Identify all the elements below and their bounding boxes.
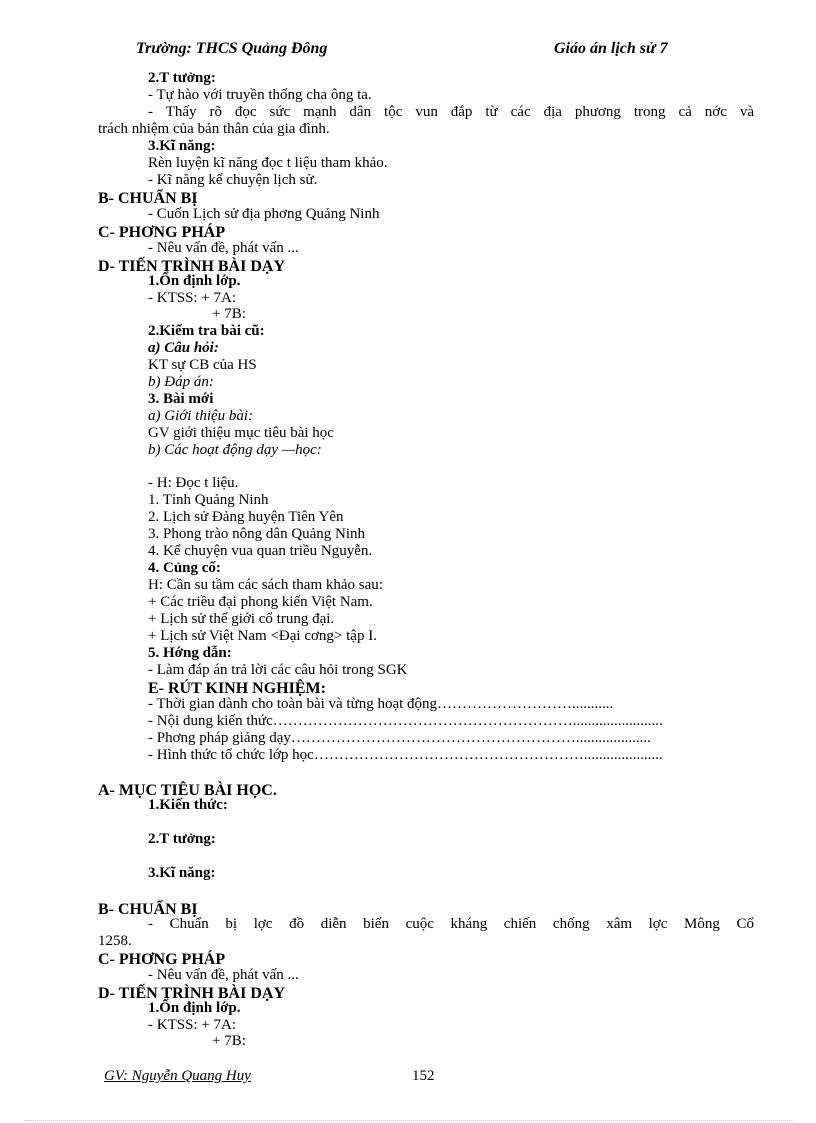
- page-number: 152: [412, 1068, 435, 1084]
- heading-rut-kinh-nghiem: E- RÚT KINH NGHIỆM:: [148, 680, 326, 697]
- cung-co-line-1: H: Cần su tầm các sách tham khảo sau:: [148, 577, 383, 593]
- cung-co: 4. Củng cố:: [148, 560, 221, 576]
- ktss-7b-2: + 7B:: [212, 1033, 246, 1049]
- cau-hoi: a) Câu hỏi:: [148, 340, 219, 356]
- heading-phuong-phap-2: C- PHƠNG PHÁP: [98, 951, 226, 968]
- list-item: 2. Lịch sử Đảng huyện Tiên Yên: [148, 509, 344, 525]
- list-item: 4. Kể chuyện vua quan triều Nguyễn.: [148, 543, 373, 559]
- doc-tai-lieu: - H: Đọc t liệu.: [148, 475, 239, 491]
- rkn-line-2: - Nội dung kiến thức……………………………………………………........................: [148, 713, 663, 729]
- list-item: 1. Tỉnh Quảng Ninh: [148, 492, 269, 508]
- cung-co-line-3: + Lịch sử thế giới cổ trung đại.: [148, 611, 335, 627]
- header-school: Trường: THCS Quảng Đông: [136, 40, 328, 57]
- rkn-line-1: - Thời gian dành cho toàn bài và từng hoạt động………………………...........: [148, 696, 614, 712]
- huong-dan-line-1: - Làm đáp án trả lời các câu hỏi trong SGK: [148, 662, 408, 678]
- heading-phuong-phap: C- PHƠNG PHÁP: [98, 224, 226, 241]
- footer-teacher: GV: Nguyễn Quang Huy: [104, 1068, 251, 1084]
- on-dinh-lop-2: 1.Ổn định lớp.: [148, 1000, 241, 1016]
- heading-chuan-bi-2: B- CHUẨN BỊ: [98, 901, 198, 918]
- gioi-thieu-bai: a) Giới thiệu bài:: [148, 408, 254, 424]
- cau-hoi-line-1: KT sự CB của HS: [148, 357, 257, 373]
- ki-nang-line-2: - Kĩ năng kể chuyện lịch sử.: [148, 172, 318, 188]
- list-item: 3. Phong trào nông dân Quảng Ninh: [148, 526, 366, 542]
- ktss-7b: + 7B:: [212, 306, 246, 322]
- phuong-phap-line-1: - Nêu vấn đề, phát vấn ...: [148, 240, 299, 256]
- tu-tuong-line-1: - Tự hào với truyền thống cha ông ta.: [148, 87, 372, 103]
- cung-co-line-2: + Các triều đại phong kiến Việt Nam.: [148, 594, 373, 610]
- ki-nang-2: 3.Kĩ năng:: [148, 865, 216, 881]
- bai-moi: 3. Bài mới: [148, 391, 214, 407]
- heading-tien-trinh-2: D- TIẾN TRÌNH BÀI DẠY: [98, 985, 285, 1002]
- on-dinh-lop: 1.Ổn định lớp.: [148, 273, 241, 289]
- heading-muc-tieu: A- MỤC TIÊU BÀI HỌC.: [98, 782, 277, 799]
- header-subject: Giáo án lịch sử 7: [554, 40, 668, 57]
- rkn-line-4: - Hình thức tổ chức lớp học……………………………………………….....................: [148, 747, 663, 763]
- cung-co-line-4: + Lịch sử Việt Nam <Đại cơng> tập I.: [148, 628, 377, 644]
- heading-chuan-bi: B- CHUẨN BỊ: [98, 190, 198, 207]
- ktss-7a-2: - KTSS: + 7A:: [148, 1017, 237, 1033]
- heading-tu-tuong: 2.T tưởng:: [148, 70, 216, 86]
- heading-ki-nang: 3.Kĩ năng:: [148, 138, 216, 154]
- chuan-bi-2-line-1: - Chuẩn bị lợc đồ diễn biến cuộc kháng chiến chống xâm lợc Mông Cổ: [148, 916, 754, 932]
- heading-tien-trinh: D- TIẾN TRÌNH BÀI DẠY: [98, 258, 285, 275]
- hoat-dong-day-hoc: b) Các hoạt động dạy —học:: [148, 442, 322, 458]
- bottom-divider: [24, 1120, 794, 1121]
- ktss-7a: - KTSS: + 7A:: [148, 290, 237, 306]
- tu-tuong-line-3: trách nhiệm của bản thân của gia đình.: [98, 121, 330, 137]
- rkn-line-3: - Phơng pháp giảng dạy…………………………………………………....................: [148, 730, 651, 746]
- gioi-thieu-line-1: GV giới thiệu mục tiêu bài học: [148, 425, 334, 441]
- phuong-phap-2-line-1: - Nêu vấn đề, phát vấn ...: [148, 967, 299, 983]
- dap-an: b) Đáp án:: [148, 374, 214, 390]
- tu-tuong-2: 2.T tưởng:: [148, 831, 216, 847]
- tu-tuong-line-2: - Thấy rõ đọc sức mạnh dân tộc vun đắp từ các địa phương trong cả nớc và: [148, 104, 754, 120]
- huong-dan: 5. Hớng dẫn:: [148, 645, 232, 661]
- kien-thuc: 1.Kiến thức:: [148, 797, 228, 813]
- ki-nang-line-1: Rèn luyện kĩ năng đọc t liệu tham khảo.: [148, 155, 388, 171]
- kiem-tra-bai-cu: 2.Kiểm tra bài cũ:: [148, 323, 265, 339]
- chuan-bi-line-1: - Cuốn Lịch sử địa phơng Quảng Ninh: [148, 206, 380, 222]
- chuan-bi-2-line-2: 1258.: [98, 933, 132, 949]
